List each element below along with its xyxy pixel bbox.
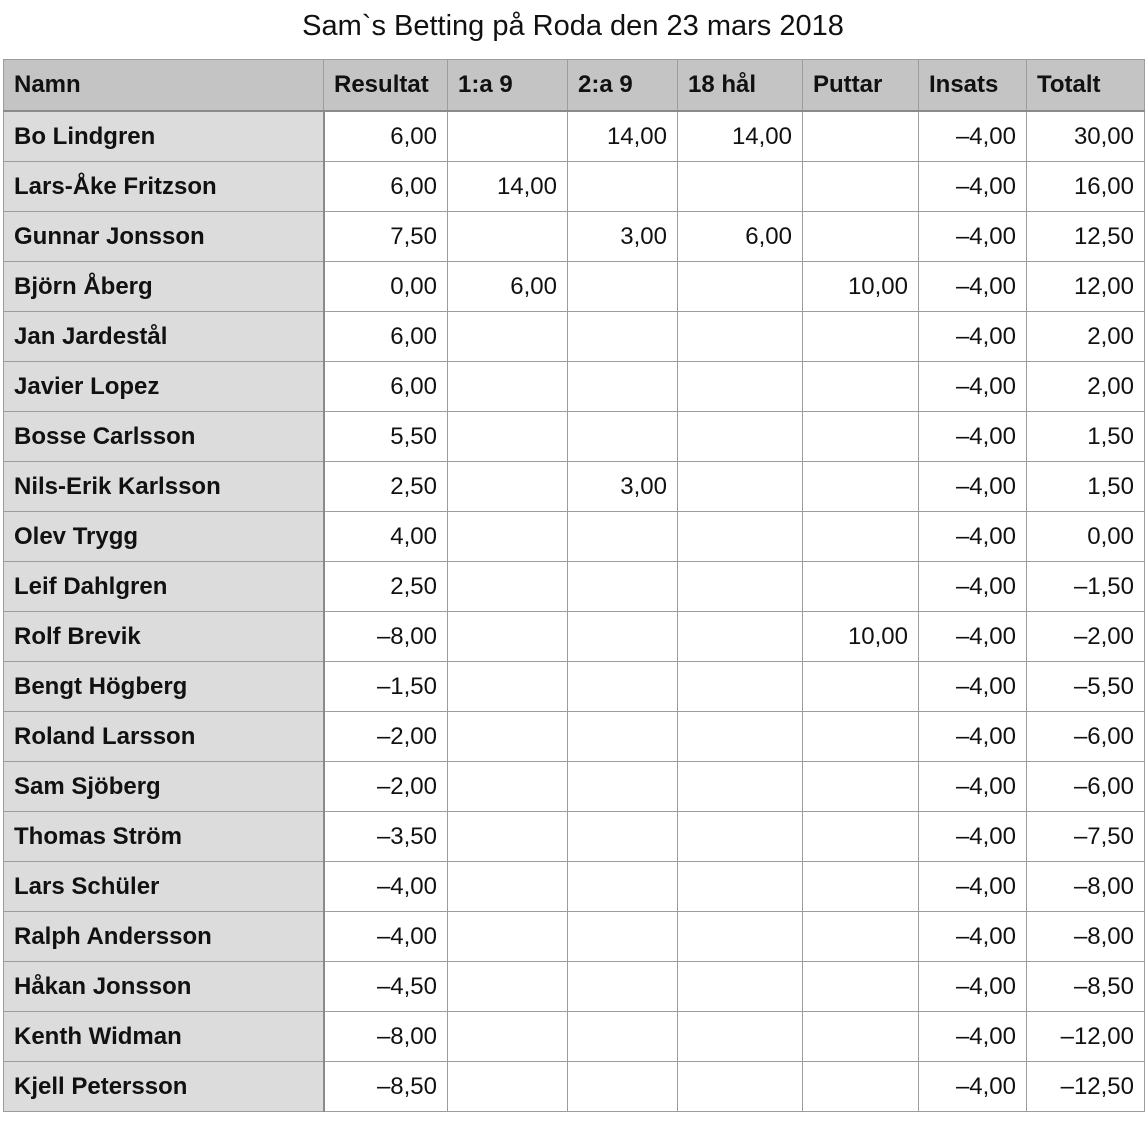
cell-name[interactable]: Olev Trygg bbox=[4, 512, 324, 562]
column-header-totalt[interactable]: Totalt bbox=[1027, 60, 1145, 112]
table-row bbox=[4, 362, 1145, 412]
table-row bbox=[4, 1012, 1145, 1062]
cell-forsta-nio[interactable] bbox=[448, 111, 568, 162]
cell-totalt[interactable]: 12,50 bbox=[1027, 212, 1145, 262]
cell-andra-nio[interactable] bbox=[568, 762, 678, 812]
table-row bbox=[4, 512, 1145, 562]
cell-puttar[interactable] bbox=[803, 1062, 919, 1112]
cell-andra-nio[interactable] bbox=[568, 962, 678, 1012]
table-row bbox=[4, 562, 1145, 612]
cell-totalt[interactable]: 0,00 bbox=[1027, 512, 1145, 562]
cell-andra-nio[interactable] bbox=[568, 562, 678, 612]
cell-andra-nio[interactable] bbox=[568, 912, 678, 962]
cell-totalt[interactable]: –8,50 bbox=[1027, 962, 1145, 1012]
cell-puttar[interactable] bbox=[803, 312, 919, 362]
cell-totalt[interactable]: –6,00 bbox=[1027, 712, 1145, 762]
cell-resultat[interactable]: –4,00 bbox=[324, 862, 448, 912]
table-row bbox=[4, 662, 1145, 712]
cell-puttar[interactable] bbox=[803, 212, 919, 262]
cell-totalt[interactable]: 1,50 bbox=[1027, 412, 1145, 462]
cell-andra-nio[interactable] bbox=[568, 812, 678, 862]
cell-name[interactable]: Roland Larsson bbox=[4, 712, 324, 762]
column-header-resultat[interactable]: Resultat bbox=[324, 60, 448, 112]
cell-resultat[interactable]: –4,00 bbox=[324, 912, 448, 962]
cell-name[interactable]: Leif Dahlgren bbox=[4, 562, 324, 612]
table-row bbox=[4, 111, 1145, 162]
cell-forsta-nio[interactable] bbox=[448, 712, 568, 762]
cell-insats[interactable]: –4,00 bbox=[919, 512, 1027, 562]
table-row bbox=[4, 162, 1145, 212]
cell-resultat[interactable]: 7,50 bbox=[324, 212, 448, 262]
cell-forsta-nio[interactable] bbox=[448, 312, 568, 362]
cell-insats[interactable]: –4,00 bbox=[919, 662, 1027, 712]
table-row bbox=[4, 762, 1145, 812]
cell-forsta-nio[interactable] bbox=[448, 962, 568, 1012]
table-row bbox=[4, 812, 1145, 862]
cell-name[interactable]: Sam Sjöberg bbox=[4, 762, 324, 812]
cell-forsta-nio[interactable] bbox=[448, 912, 568, 962]
column-header-forsta-nio[interactable]: 1:a 9 bbox=[448, 60, 568, 112]
cell-name[interactable]: Bosse Carlsson bbox=[4, 412, 324, 462]
cell-insats[interactable]: –4,00 bbox=[919, 1062, 1027, 1112]
cell-puttar[interactable] bbox=[803, 862, 919, 912]
column-header-name[interactable]: Namn bbox=[4, 60, 324, 112]
cell-insats[interactable]: –4,00 bbox=[919, 562, 1027, 612]
cell-forsta-nio[interactable]: 14,00 bbox=[448, 162, 568, 212]
cell-name[interactable]: Nils-Erik Karlsson bbox=[4, 462, 324, 512]
cell-puttar[interactable] bbox=[803, 812, 919, 862]
cell-puttar[interactable]: 10,00 bbox=[803, 262, 919, 312]
cell-name[interactable]: Lars Schüler bbox=[4, 862, 324, 912]
cell-arton-hal[interactable]: 14,00 bbox=[678, 111, 803, 162]
cell-insats[interactable]: –4,00 bbox=[919, 212, 1027, 262]
cell-andra-nio[interactable]: 3,00 bbox=[568, 462, 678, 512]
cell-totalt[interactable]: –6,00 bbox=[1027, 762, 1145, 812]
cell-arton-hal[interactable] bbox=[678, 162, 803, 212]
cell-arton-hal[interactable] bbox=[678, 712, 803, 762]
cell-forsta-nio[interactable] bbox=[448, 1012, 568, 1062]
cell-andra-nio[interactable] bbox=[568, 312, 678, 362]
table-row bbox=[4, 212, 1145, 262]
cell-insats[interactable]: –4,00 bbox=[919, 312, 1027, 362]
cell-name[interactable]: Björn Åberg bbox=[4, 262, 324, 312]
cell-andra-nio[interactable] bbox=[568, 362, 678, 412]
cell-totalt[interactable]: –8,00 bbox=[1027, 912, 1145, 962]
table-row bbox=[4, 262, 1145, 312]
cell-name[interactable]: Bo Lindgren bbox=[4, 111, 324, 162]
cell-resultat[interactable]: –8,00 bbox=[324, 612, 448, 662]
cell-resultat[interactable]: –2,00 bbox=[324, 762, 448, 812]
cell-puttar[interactable] bbox=[803, 512, 919, 562]
cell-andra-nio[interactable] bbox=[568, 862, 678, 912]
cell-arton-hal[interactable] bbox=[678, 362, 803, 412]
cell-totalt[interactable]: 2,00 bbox=[1027, 312, 1145, 362]
cell-andra-nio[interactable] bbox=[568, 262, 678, 312]
column-header-insats[interactable]: Insats bbox=[919, 60, 1027, 112]
table-row bbox=[4, 462, 1145, 512]
cell-arton-hal[interactable] bbox=[678, 262, 803, 312]
cell-arton-hal[interactable]: 6,00 bbox=[678, 212, 803, 262]
cell-puttar[interactable] bbox=[803, 111, 919, 162]
cell-totalt[interactable]: –12,50 bbox=[1027, 1062, 1145, 1112]
table-row bbox=[4, 612, 1145, 662]
cell-resultat[interactable]: 4,00 bbox=[324, 512, 448, 562]
cell-arton-hal[interactable] bbox=[678, 912, 803, 962]
cell-name[interactable]: Bengt Högberg bbox=[4, 662, 324, 712]
cell-name[interactable]: Javier Lopez bbox=[4, 362, 324, 412]
cell-insats[interactable]: –4,00 bbox=[919, 111, 1027, 162]
cell-totalt[interactable]: –7,50 bbox=[1027, 812, 1145, 862]
cell-insats[interactable]: –4,00 bbox=[919, 1012, 1027, 1062]
cell-forsta-nio[interactable] bbox=[448, 662, 568, 712]
cell-arton-hal[interactable] bbox=[678, 562, 803, 612]
table-header bbox=[4, 60, 1145, 112]
table-row bbox=[4, 962, 1145, 1012]
cell-totalt[interactable]: 12,00 bbox=[1027, 262, 1145, 312]
cell-andra-nio[interactable]: 14,00 bbox=[568, 111, 678, 162]
cell-arton-hal[interactable] bbox=[678, 312, 803, 362]
cell-puttar[interactable] bbox=[803, 662, 919, 712]
cell-andra-nio[interactable] bbox=[568, 662, 678, 712]
cell-insats[interactable]: –4,00 bbox=[919, 162, 1027, 212]
cell-totalt[interactable]: 1,50 bbox=[1027, 462, 1145, 512]
cell-insats[interactable]: –4,00 bbox=[919, 262, 1027, 312]
cell-resultat[interactable]: 6,00 bbox=[324, 162, 448, 212]
cell-forsta-nio[interactable] bbox=[448, 612, 568, 662]
cell-arton-hal[interactable] bbox=[678, 1012, 803, 1062]
cell-resultat[interactable]: 0,00 bbox=[324, 262, 448, 312]
cell-puttar[interactable] bbox=[803, 462, 919, 512]
cell-totalt[interactable]: –2,00 bbox=[1027, 612, 1145, 662]
cell-andra-nio[interactable] bbox=[568, 712, 678, 762]
cell-name[interactable]: Rolf Brevik bbox=[4, 612, 324, 662]
column-header-puttar[interactable]: Puttar bbox=[803, 60, 919, 112]
cell-insats[interactable]: –4,00 bbox=[919, 812, 1027, 862]
cell-puttar[interactable] bbox=[803, 362, 919, 412]
cell-totalt[interactable]: –8,00 bbox=[1027, 862, 1145, 912]
cell-forsta-nio[interactable] bbox=[448, 412, 568, 462]
cell-resultat[interactable]: 6,00 bbox=[324, 312, 448, 362]
cell-totalt[interactable]: –5,50 bbox=[1027, 662, 1145, 712]
cell-resultat[interactable]: –2,00 bbox=[324, 712, 448, 762]
table-row bbox=[4, 862, 1145, 912]
cell-resultat[interactable]: –3,50 bbox=[324, 812, 448, 862]
cell-name[interactable]: Håkan Jonsson bbox=[4, 962, 324, 1012]
cell-resultat[interactable]: 6,00 bbox=[324, 362, 448, 412]
cell-arton-hal[interactable] bbox=[678, 512, 803, 562]
cell-insats[interactable]: –4,00 bbox=[919, 362, 1027, 412]
cell-name[interactable]: Jan Jardestål bbox=[4, 312, 324, 362]
cell-andra-nio[interactable] bbox=[568, 1012, 678, 1062]
cell-resultat[interactable]: –1,50 bbox=[324, 662, 448, 712]
cell-forsta-nio[interactable] bbox=[448, 362, 568, 412]
cell-puttar[interactable] bbox=[803, 762, 919, 812]
cell-puttar[interactable] bbox=[803, 962, 919, 1012]
table-row bbox=[4, 312, 1145, 362]
cell-puttar[interactable] bbox=[803, 712, 919, 762]
cell-forsta-nio[interactable] bbox=[448, 812, 568, 862]
table-body bbox=[4, 111, 1145, 1112]
cell-forsta-nio[interactable] bbox=[448, 212, 568, 262]
table-row bbox=[4, 712, 1145, 762]
cell-resultat[interactable]: 2,50 bbox=[324, 462, 448, 512]
cell-insats[interactable]: –4,00 bbox=[919, 462, 1027, 512]
cell-name[interactable]: Lars-Åke Fritzson bbox=[4, 162, 324, 212]
cell-insats[interactable]: –4,00 bbox=[919, 862, 1027, 912]
cell-insats[interactable]: –4,00 bbox=[919, 612, 1027, 662]
cell-arton-hal[interactable] bbox=[678, 612, 803, 662]
cell-resultat[interactable]: 6,00 bbox=[324, 111, 448, 162]
header-row bbox=[4, 60, 1145, 112]
cell-arton-hal[interactable] bbox=[678, 662, 803, 712]
cell-forsta-nio[interactable] bbox=[448, 462, 568, 512]
cell-arton-hal[interactable] bbox=[678, 462, 803, 512]
cell-arton-hal[interactable] bbox=[678, 812, 803, 862]
cell-insats[interactable]: –4,00 bbox=[919, 762, 1027, 812]
table-row bbox=[4, 1062, 1145, 1112]
cell-andra-nio[interactable] bbox=[568, 162, 678, 212]
column-header-andra-nio[interactable]: 2:a 9 bbox=[568, 60, 678, 112]
cell-puttar[interactable] bbox=[803, 412, 919, 462]
cell-arton-hal[interactable] bbox=[678, 412, 803, 462]
cell-name[interactable]: Ralph Andersson bbox=[4, 912, 324, 962]
cell-arton-hal[interactable] bbox=[678, 862, 803, 912]
cell-resultat[interactable]: –4,50 bbox=[324, 962, 448, 1012]
cell-totalt[interactable]: 2,00 bbox=[1027, 362, 1145, 412]
cell-forsta-nio[interactable] bbox=[448, 562, 568, 612]
cell-forsta-nio[interactable]: 6,00 bbox=[448, 262, 568, 312]
cell-puttar[interactable] bbox=[803, 562, 919, 612]
cell-name[interactable]: Kjell Petersson bbox=[4, 1062, 324, 1112]
cell-forsta-nio[interactable] bbox=[448, 512, 568, 562]
cell-puttar[interactable] bbox=[803, 162, 919, 212]
cell-arton-hal[interactable] bbox=[678, 762, 803, 812]
cell-name[interactable]: Kenth Widman bbox=[4, 1012, 324, 1062]
cell-resultat[interactable]: –8,00 bbox=[324, 1012, 448, 1062]
cell-forsta-nio[interactable] bbox=[448, 862, 568, 912]
cell-resultat[interactable]: 2,50 bbox=[324, 562, 448, 612]
table-row bbox=[4, 412, 1145, 462]
table-row bbox=[4, 912, 1145, 962]
cell-forsta-nio[interactable] bbox=[448, 762, 568, 812]
cell-puttar[interactable] bbox=[803, 912, 919, 962]
cell-resultat[interactable]: 5,50 bbox=[324, 412, 448, 462]
cell-puttar[interactable] bbox=[803, 1012, 919, 1062]
cell-andra-nio[interactable] bbox=[568, 412, 678, 462]
cell-totalt[interactable]: 30,00 bbox=[1027, 111, 1145, 162]
cell-resultat[interactable]: –8,50 bbox=[324, 1062, 448, 1112]
cell-puttar[interactable]: 10,00 bbox=[803, 612, 919, 662]
cell-totalt[interactable]: 16,00 bbox=[1027, 162, 1145, 212]
cell-andra-nio[interactable] bbox=[568, 612, 678, 662]
cell-andra-nio[interactable]: 3,00 bbox=[568, 212, 678, 262]
cell-name[interactable]: Gunnar Jonsson bbox=[4, 212, 324, 262]
cell-totalt[interactable]: –12,00 bbox=[1027, 1012, 1145, 1062]
cell-insats[interactable]: –4,00 bbox=[919, 712, 1027, 762]
cell-arton-hal[interactable] bbox=[678, 962, 803, 1012]
cell-name[interactable]: Thomas Ström bbox=[4, 812, 324, 862]
cell-andra-nio[interactable] bbox=[568, 512, 678, 562]
column-header-arton-hal[interactable]: 18 hål bbox=[678, 60, 803, 112]
cell-insats[interactable]: –4,00 bbox=[919, 412, 1027, 462]
sheet-title: Sam`s Betting på Roda den 23 mars 2018 bbox=[302, 10, 844, 42]
cell-arton-hal[interactable] bbox=[678, 1062, 803, 1112]
cell-forsta-nio[interactable] bbox=[448, 1062, 568, 1112]
betting-table bbox=[3, 59, 1145, 1112]
cell-andra-nio[interactable] bbox=[568, 1062, 678, 1112]
cell-insats[interactable]: –4,00 bbox=[919, 912, 1027, 962]
cell-insats[interactable]: –4,00 bbox=[919, 962, 1027, 1012]
cell-totalt[interactable]: –1,50 bbox=[1027, 562, 1145, 612]
